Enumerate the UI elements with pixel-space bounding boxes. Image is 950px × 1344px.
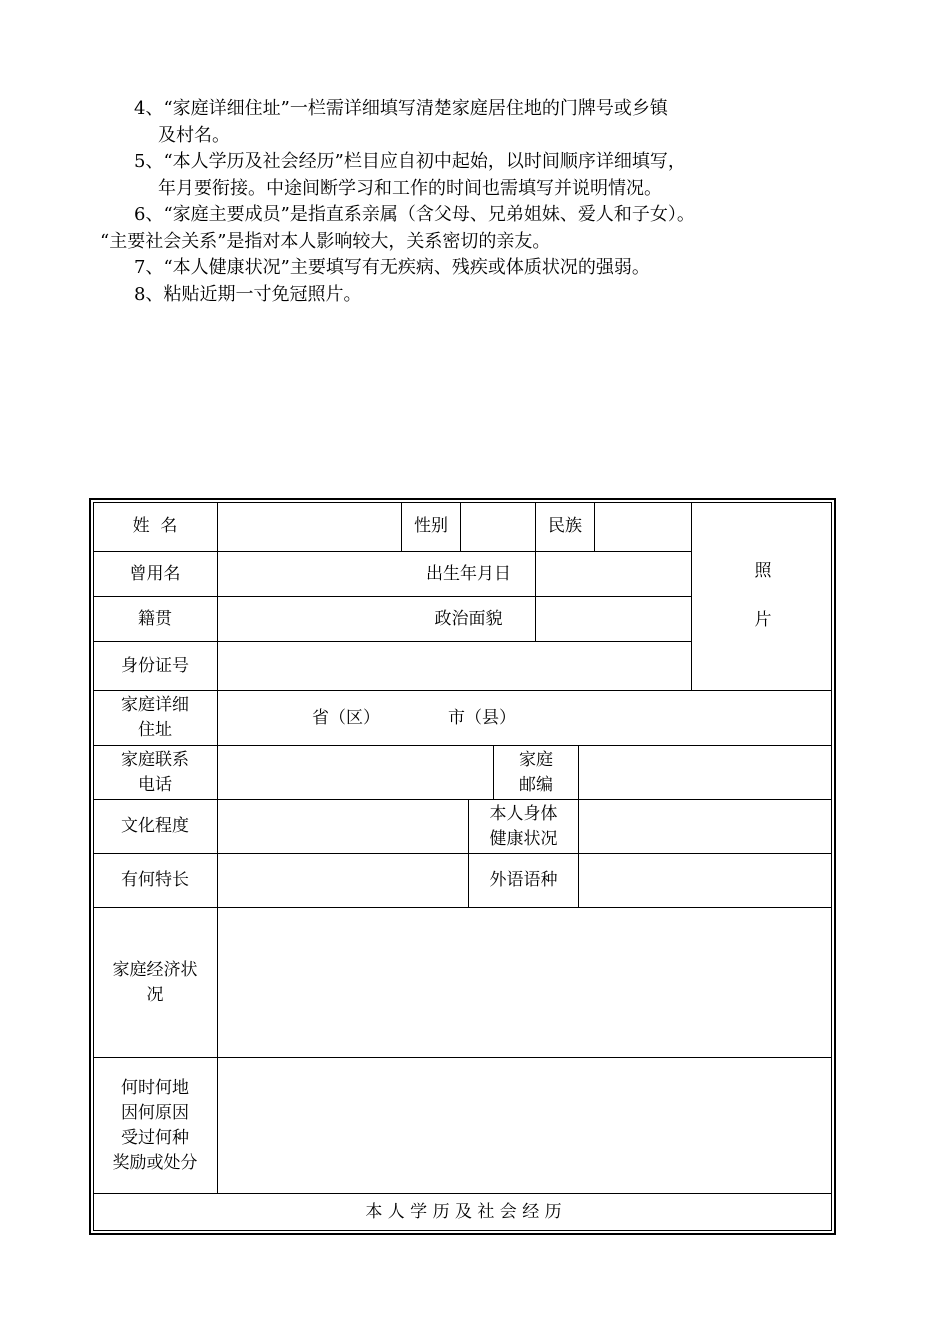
- birth-date-label: 出生年月日: [426, 563, 511, 584]
- note-line: 6、“家庭主要成员”是指直系亲属（含父母、兄弟姐妹、爱人和子女）。: [134, 204, 695, 225]
- economic-status-field[interactable]: [218, 908, 834, 1057]
- reward-punishment-field[interactable]: [218, 1058, 834, 1193]
- home-address-field[interactable]: [218, 691, 834, 745]
- gender-field[interactable]: [461, 502, 535, 551]
- id-number-label: 身份证号: [121, 655, 189, 676]
- specialty-field[interactable]: [218, 854, 468, 907]
- language-field[interactable]: [579, 854, 834, 907]
- ethnicity-label: 民族: [548, 516, 582, 536]
- note-line: 及村名。: [158, 124, 230, 146]
- note-line: 8、粘贴近期一寸免冠照片。: [134, 283, 362, 305]
- ethnicity-field[interactable]: [595, 502, 691, 551]
- instructions: [100, 96, 840, 308]
- note-line: 年月要衔接。中途间断学习和工作的时间也需填写并说明情况。: [158, 177, 662, 199]
- registration-form: [89, 498, 836, 1235]
- city-label: 市（县）: [448, 707, 516, 728]
- id-number-field[interactable]: [218, 642, 691, 690]
- note-line: 5、“本人学历及社会经历”栏目应自初中起始，以时间顺序详细填写，: [134, 151, 686, 172]
- former-name-label: 曾用名: [129, 563, 181, 584]
- photo-label: 片: [754, 610, 772, 630]
- postcode-field[interactable]: [579, 746, 834, 799]
- name-field[interactable]: [218, 502, 401, 551]
- education-label: 文化程度: [121, 816, 189, 836]
- gender-label: 性别: [414, 516, 448, 536]
- political-status-field[interactable]: [536, 597, 691, 641]
- native-place-label: 籍贯: [138, 608, 172, 629]
- history-section-title: 本 人 学 历 及 社 会 经 历: [365, 1202, 562, 1222]
- education-field[interactable]: [218, 800, 468, 853]
- former-name-field[interactable]: [218, 552, 401, 596]
- language-label: 外语语种: [489, 870, 558, 890]
- birth-date-field[interactable]: [536, 552, 691, 596]
- political-status-label: 政治面貌: [434, 608, 503, 629]
- note-line: 7、“本人健康状况”主要填写有无疾病、残疾或体质状况的强弱。: [134, 257, 650, 278]
- province-label: 省（区）: [312, 707, 380, 728]
- reward-punishment-label: 何时何地 因何原因 受过何种 奖励或处分: [112, 1077, 198, 1173]
- photo-label: 照: [754, 561, 772, 581]
- specialty-label: 有何特长: [121, 870, 189, 890]
- postcode-label: 家庭 邮编: [519, 749, 553, 795]
- note-line: “主要社会关系”是指对本人影响较大，关系密切的亲友。: [100, 230, 551, 252]
- home-address-label: 家庭详细 住址: [121, 695, 189, 740]
- health-label: 本人身体 健康状况: [489, 803, 558, 849]
- home-phone-label: 家庭联系 电话: [121, 749, 189, 795]
- health-field[interactable]: [579, 800, 834, 853]
- photo-area[interactable]: [692, 502, 834, 690]
- native-place-field[interactable]: [218, 597, 401, 641]
- name-label: 姓 名: [132, 516, 178, 536]
- economic-status-label: 家庭经济状 况: [112, 959, 198, 1005]
- home-phone-field[interactable]: [218, 746, 493, 799]
- note-line: 4、“家庭详细住址”一栏需详细填写清楚家庭居住地的门牌号或乡镇: [134, 98, 668, 119]
